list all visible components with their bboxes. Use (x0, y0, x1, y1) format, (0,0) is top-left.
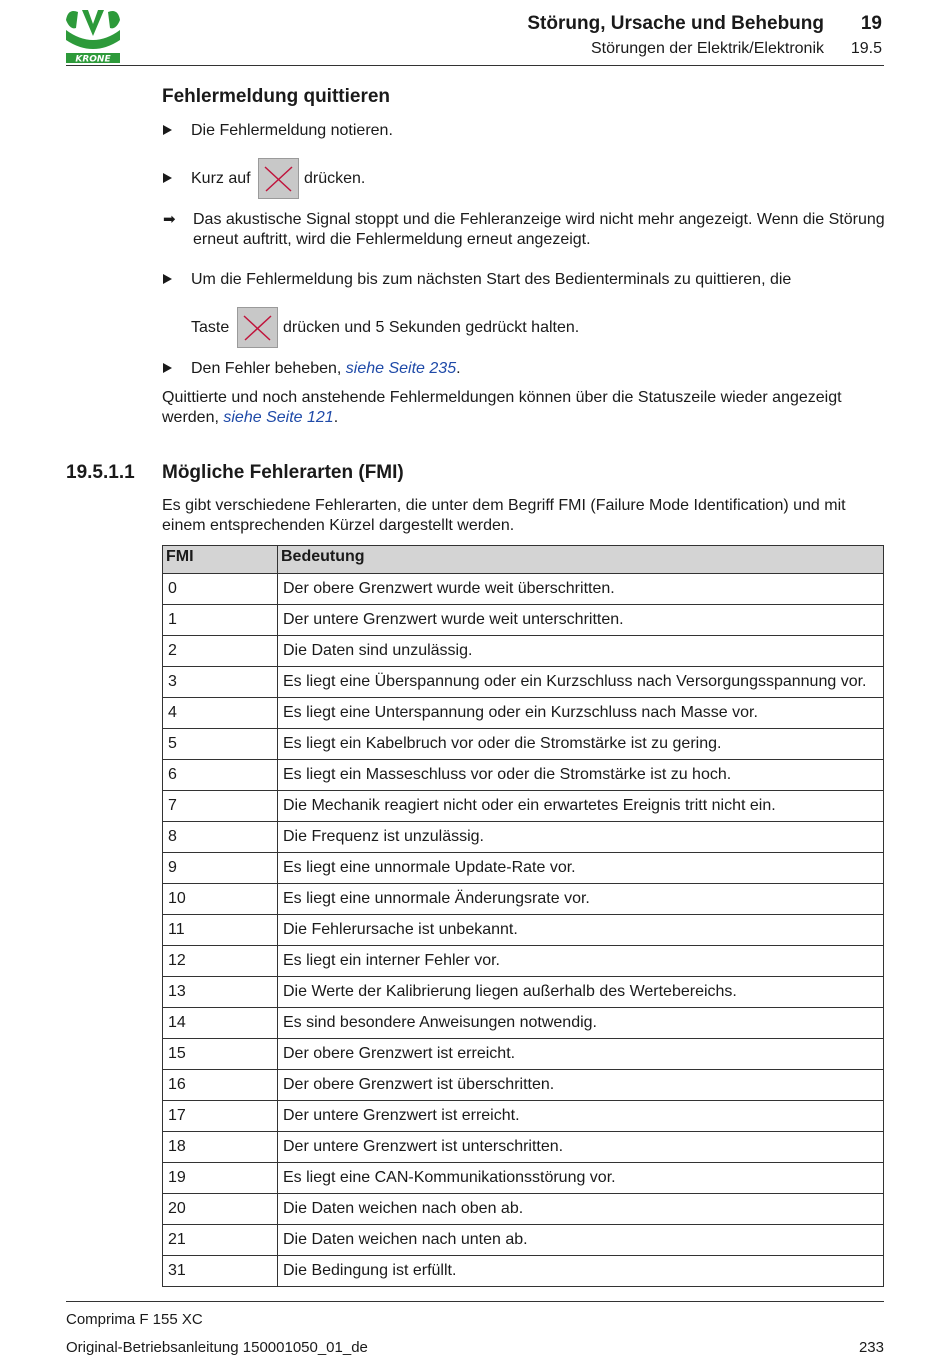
fmi-code-cell: 4 (163, 698, 278, 729)
fmi-code-cell: 8 (163, 822, 278, 853)
fmi-meaning-cell: Es liegt eine unnormale Update-Rate vor. (278, 853, 884, 884)
step-text: Die Fehlermeldung notieren. (191, 122, 393, 139)
step-fix-error (163, 359, 883, 379)
note-text: Quittierte und noch anstehende Fehlermeldungen können über die Statuszeile wieder angezeigt werden, (162, 389, 842, 426)
result-text: Das akustische Signal stoppt und die Fehleranzeige wird nicht mehr angezeigt. Wenn die Störung erneut auftritt, wird die Fehlermeldung erneut angezeigt. (193, 211, 885, 248)
table-row (163, 915, 884, 946)
table-row (163, 667, 884, 698)
fmi-table-body (163, 574, 884, 1287)
fmi-code-cell: 9 (163, 853, 278, 884)
column-header-meaning: Bedeutung (278, 546, 884, 574)
table-row (163, 1070, 884, 1101)
footer-model: Comprima F 155 XC (66, 1311, 203, 1328)
step-bullet-icon (163, 173, 172, 183)
table-row (163, 636, 884, 667)
fmi-meaning-cell: Der obere Grenzwert wurde weit überschritten. (278, 574, 884, 605)
fmi-meaning-cell: Die Werte der Kalibrierung liegen außerhalb des Wertebereichs. (278, 977, 884, 1008)
fmi-meaning-cell: Die Mechanik reagiert nicht oder ein erwartetes Ereignis tritt nicht ein. (278, 791, 884, 822)
step-bullet-icon (163, 274, 172, 284)
fmi-code-cell: 31 (163, 1256, 278, 1287)
fmi-meaning-cell: Es liegt eine Überspannung oder ein Kurzschluss nach Versorgungsspannung vor. (278, 667, 884, 698)
fmi-meaning-cell: Die Daten weichen nach unten ab. (278, 1225, 884, 1256)
fmi-code-cell: 20 (163, 1194, 278, 1225)
fmi-meaning-cell: Die Bedingung ist erfüllt. (278, 1256, 884, 1287)
fmi-meaning-cell: Der obere Grenzwert ist erreicht. (278, 1039, 884, 1070)
note-punct: . (333, 409, 339, 426)
acknowledge-cross-key-icon (259, 159, 298, 198)
fmi-meaning-cell: Die Frequenz ist unzulässig. (278, 822, 884, 853)
table-row (163, 605, 884, 636)
step-text-after: drücken. (304, 170, 366, 187)
fmi-meaning-cell: Es liegt ein Kabelbruch vor oder die Stromstärke ist zu gering. (278, 729, 884, 760)
fmi-code-cell: 16 (163, 1070, 278, 1101)
table-row (163, 1008, 884, 1039)
footer-document: Original-Betriebsanleitung 150001050_01_de (66, 1339, 368, 1356)
fmi-code-cell: 17 (163, 1101, 278, 1132)
table-row (163, 822, 884, 853)
status-line-note (162, 388, 886, 428)
fmi-meaning-cell: Es liegt ein interner Fehler vor. (278, 946, 884, 977)
page-link-121[interactable]: siehe Seite 121 (223, 409, 334, 426)
result-arrow-icon: ➡ (163, 211, 176, 228)
step-text-key-label: Taste (191, 319, 230, 336)
fmi-meaning-cell: Die Daten sind unzulässig. (278, 636, 884, 667)
chapter-title: Störung, Ursache und Behebung (527, 13, 824, 34)
fmi-code-cell: 10 (163, 884, 278, 915)
table-row (163, 1256, 884, 1287)
table-row (163, 760, 884, 791)
fmi-code-cell: 13 (163, 977, 278, 1008)
table-row (163, 977, 884, 1008)
fmi-code-cell: 19 (163, 1163, 278, 1194)
fmi-intro: Es gibt verschiedene Fehlerarten, die unter dem Begriff FMI (Failure Mode Identification) und mit einem entsprechenden Kürzel dargestellt werden. (162, 497, 846, 534)
table-row (163, 1039, 884, 1070)
step-note-error (163, 121, 883, 141)
table-row (163, 1225, 884, 1256)
fmi-meaning-cell: Der untere Grenzwert ist erreicht. (278, 1101, 884, 1132)
header-divider (66, 65, 884, 66)
table-row (163, 884, 884, 915)
table-row (163, 1101, 884, 1132)
fmi-code-cell: 15 (163, 1039, 278, 1070)
fmi-meaning-cell: Der untere Grenzwert ist unterschritten. (278, 1132, 884, 1163)
table-row (163, 1132, 884, 1163)
acknowledge-cross-key-icon (238, 308, 277, 347)
fmi-code-cell: 2 (163, 636, 278, 667)
fmi-meaning-cell: Die Fehlerursache ist unbekannt. (278, 915, 884, 946)
chapter-number: 19 (860, 13, 882, 34)
fmi-meaning-cell: Es sind besondere Anweisungen notwendig. (278, 1008, 884, 1039)
fmi-code-cell: 21 (163, 1225, 278, 1256)
fmi-meaning-cell: Die Daten weichen nach oben ab. (278, 1194, 884, 1225)
fmi-meaning-cell: Es liegt eine CAN-Kommunikationsstörung vor. (278, 1163, 884, 1194)
fmi-meaning-cell: Es liegt ein Masseschluss vor oder die Stromstärke ist zu hoch. (278, 760, 884, 791)
step-text-after: drücken und 5 Sekunden gedrückt halten. (283, 319, 580, 336)
page-link-235[interactable]: siehe Seite 235 (345, 360, 457, 377)
step-text: Um die Fehlermeldung bis zum nächsten Start des Bedienterminals zu quittieren, die (191, 271, 792, 288)
fmi-meaning-cell: Der untere Grenzwert wurde weit unterschritten. (278, 605, 884, 636)
page-number: 233 (858, 1339, 884, 1356)
fmi-code-cell: 5 (163, 729, 278, 760)
fmi-code-cell: 11 (163, 915, 278, 946)
table-row (163, 946, 884, 977)
table-row (163, 853, 884, 884)
step-punct: . (456, 360, 461, 377)
section-number-heading: 19.5.1.1 (66, 462, 135, 483)
fmi-code-cell: 1 (163, 605, 278, 636)
table-row (163, 698, 884, 729)
fmi-heading: Mögliche Fehlerarten (FMI) (162, 462, 404, 483)
column-header-fmi: FMI (163, 546, 278, 574)
fmi-code-cell: 7 (163, 791, 278, 822)
svg-text:KRONE: KRONE (75, 54, 111, 64)
acknowledge-key-button-hold[interactable] (237, 307, 278, 348)
table-row (163, 574, 884, 605)
ack-heading: Fehlermeldung quittieren (162, 86, 391, 107)
fmi-code-cell: 18 (163, 1132, 278, 1163)
step-text: Kurz auf (191, 170, 251, 187)
fmi-meaning-cell: Es liegt eine unnormale Änderungsrate vor. (278, 884, 884, 915)
fmi-code-cell: 6 (163, 760, 278, 791)
table-row (163, 1163, 884, 1194)
fmi-code-cell: 3 (163, 667, 278, 698)
fmi-code-cell: 0 (163, 574, 278, 605)
table-row (163, 729, 884, 760)
fmi-meaning-cell: Es liegt eine Unterspannung oder ein Kurzschluss nach Masse vor. (278, 698, 884, 729)
step-bullet-icon (163, 363, 172, 373)
step-ack-persistent (163, 270, 883, 290)
acknowledge-key-button[interactable] (258, 158, 299, 199)
fmi-table (162, 545, 884, 1287)
fmi-code-cell: 14 (163, 1008, 278, 1039)
step-text: Den Fehler beheben, (191, 360, 342, 377)
table-row (163, 1194, 884, 1225)
step-bullet-icon (163, 125, 172, 135)
section-number: 19.5 (850, 40, 882, 57)
section-title: Störungen der Elektrik/Elektronik (591, 40, 824, 57)
krone-logo (62, 6, 124, 64)
fmi-meaning-cell: Der obere Grenzwert ist überschritten. (278, 1070, 884, 1101)
footer-divider (66, 1301, 884, 1302)
fmi-code-cell: 12 (163, 946, 278, 977)
table-row (163, 791, 884, 822)
